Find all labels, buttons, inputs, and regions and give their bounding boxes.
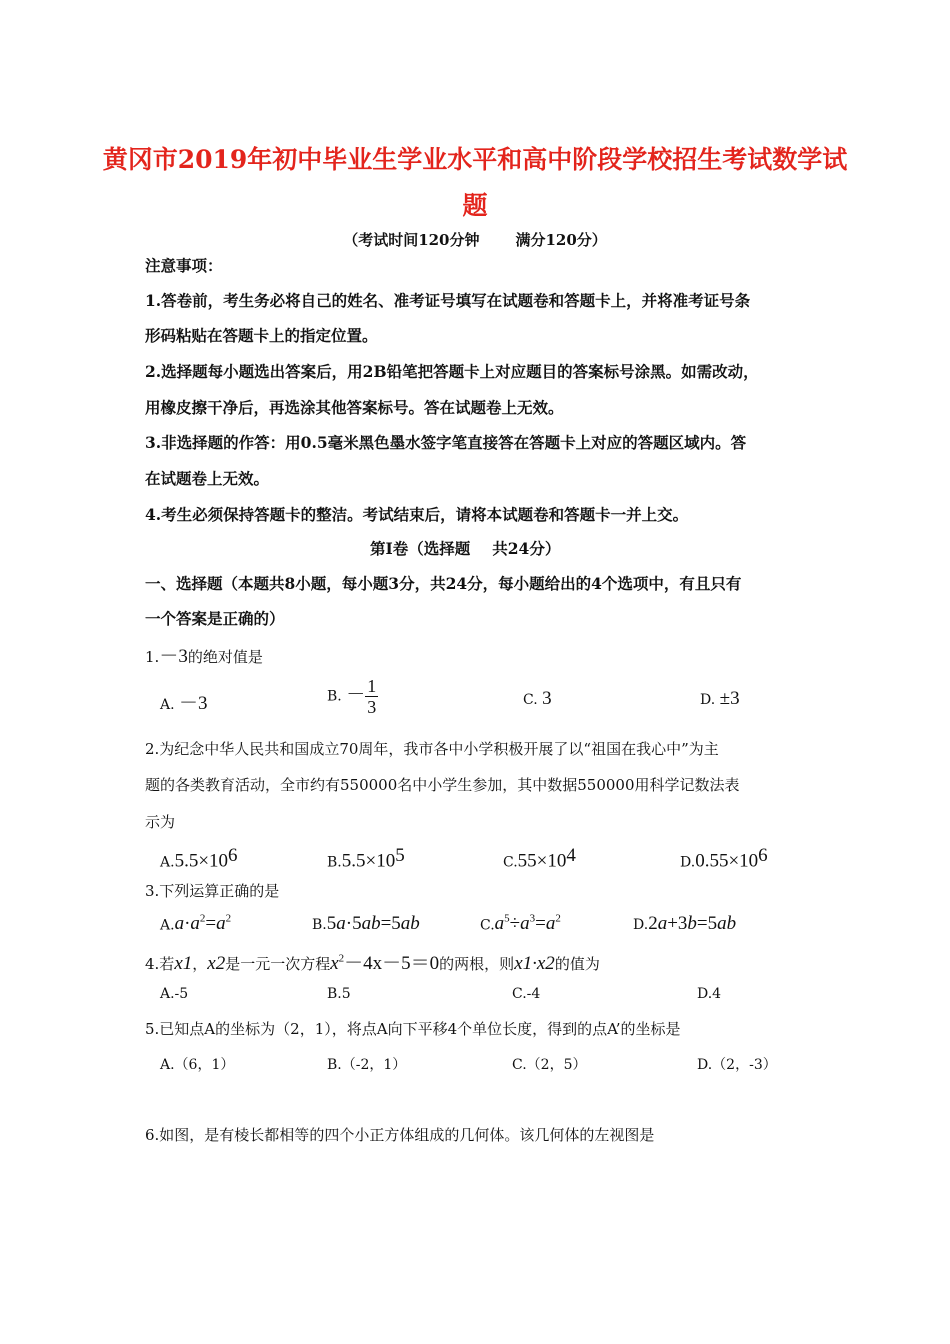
q1-option-d: D. ±3 [700, 688, 740, 709]
q2-option-b: $B.5.5\times 10^5$ [327, 845, 405, 872]
q1-stem: 1.－3的绝对值是 [145, 646, 263, 667]
title-line2: 题 [462, 191, 488, 220]
q5-option-a: A.（6，1） [160, 1057, 235, 1073]
q5-stem: 5.已知点A的坐标为（2，1），将点A向下平移4个单位长度，得到的点A’的坐标是 [145, 1020, 681, 1038]
q1-option-a: A. －3 [160, 693, 208, 714]
notice-line: 2.选择题每小题选出答案后，用2B铅笔把答题卡上对应题目的答案标号涂黑。如需改动， [145, 362, 759, 381]
q4-stem: 4.若x1，x2是一元一次方程$x^2-4x-5=0$的两根，则x1·x2的值为 [145, 952, 600, 974]
notice-line: 在试题卷上无效。 [145, 469, 270, 488]
notice-line: 1.答卷前，考生务必将自己的姓名、准考证号填写在试题卷和答题卡上，并将准考证号条 [145, 291, 751, 310]
part1-heading [370, 537, 560, 559]
q2-option-c: $C.55\times 10^4$ [503, 845, 576, 872]
q6-stem: 6.如图，是有棱长都相等的四个小正方体组成的几何体。该几何体的左视图是 [145, 1126, 655, 1144]
exam-info [0, 229, 950, 250]
q3-option-a: $A.a\cdot a^2=a^2$ [160, 913, 232, 935]
q1-fraction: $\frac{1}{3}$ [367, 676, 377, 717]
q2-line: 题的各类教育活动，全市约有550000名中小学生参加，其中数据550000用科学记数法表 [145, 776, 740, 794]
q2-line: 示为 [145, 813, 176, 831]
notice-line: 4.考生必须保持答题卡的整洁。考试结束后，请将本试题卷和答题卡一并上交。 [145, 505, 689, 524]
q3-option-b: B.5a·5ab=5ab [312, 913, 420, 934]
q4-option-c: C.-4 [512, 986, 541, 1002]
exam-time: （考试时间120分钟 [343, 231, 480, 249]
title-line1: 黄冈市2019年初中毕业生学业水平和高中阶段学校招生考试数学试 [102, 145, 848, 174]
section1-line1: 一、选择题（本题共8小题，每小题3分，共24分，每小题给出的4个选项中，有且只有 [145, 574, 742, 593]
exam-score: 满分120分） [515, 231, 607, 249]
q4-option-b: B.5 [327, 986, 351, 1002]
q5-option-c: C.（2，5） [512, 1057, 587, 1073]
q3-option-c: $C.a^5\div a^3=a^2$ [480, 913, 561, 935]
notice-line: 用橡皮擦干净后，再选涂其他答案标号。答在试题卷上无效。 [145, 398, 564, 417]
q1-number: －3 [159, 646, 188, 667]
q4-option-d: D.4 [697, 986, 722, 1002]
q3-stem: 3.下列运算正确的是 [145, 882, 280, 900]
q3-option-d: D.2a+3b=5ab [633, 913, 737, 934]
q2-line: 2.为纪念中华人民共和国成立70周年，我市各中小学积极开展了以“祖国在我心中”为主 [145, 740, 719, 758]
part1-score: 共24分） [492, 539, 561, 558]
section1-line2: 一个答案是正确的） [145, 609, 285, 628]
q1-option-b: B. － $\frac{1}{3}$ [327, 676, 377, 717]
q2-option-d: $D.0.55\times 10^6$ [680, 845, 768, 872]
notice-line: 3.非选择题的作答：用0.5毫米黑色墨水签字笔直接答在答题卡上对应的答题区域内。答 [145, 433, 747, 452]
q1-option-c: C. 3 [523, 688, 552, 709]
q5-option-d: D.（2，-3） [697, 1057, 777, 1073]
q4-option-a: A.-5 [160, 986, 189, 1002]
notice-heading: 注意事项： [145, 256, 223, 275]
notice-line: 形码粘贴在答题卡上的指定位置。 [145, 326, 378, 345]
q5-option-b: B.（-2，1） [327, 1057, 407, 1073]
part1-label: 第Ⅰ卷（选择题 [370, 539, 471, 558]
q2-option-a: $A.5.5\times 10^6$ [160, 845, 238, 872]
